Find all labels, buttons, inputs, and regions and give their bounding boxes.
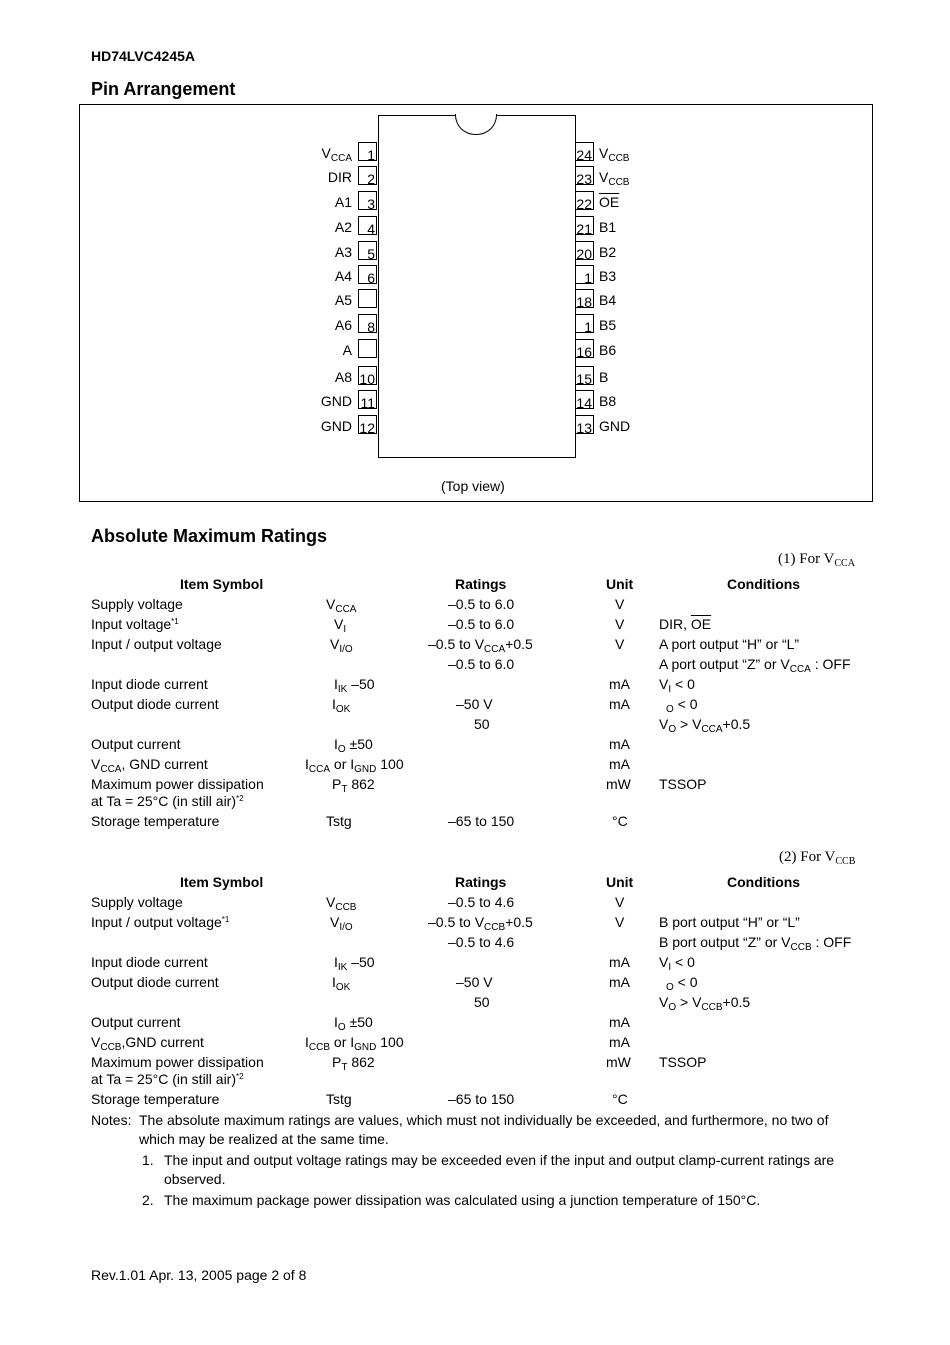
- pin-label-text: B4: [599, 292, 617, 308]
- unit: °C: [612, 813, 628, 829]
- item-2: at Ta = 25°C (in still air)$^{*2}$: [91, 1071, 244, 1087]
- pin-label-left: [292, 292, 352, 308]
- pin-label-right: [599, 169, 630, 188]
- unit: V: [615, 894, 625, 910]
- pin-label-right: [599, 145, 630, 164]
- part-number: HD74LVC4245A: [91, 48, 196, 64]
- pin-number-right: 21: [575, 216, 594, 235]
- note2-line1: The maximum package power dissipation was calculated using a junction temperature of 150°C.: [164, 1192, 761, 1208]
- pin-label-text: $\overline{OE}$: [599, 194, 620, 210]
- pin-label-text: A8: [334, 369, 352, 385]
- pin-label-subscript: CCA: [330, 153, 352, 164]
- unit: mA: [609, 696, 630, 712]
- condition-2: $V_O > V_{CCA}+0.5$: [659, 716, 751, 735]
- condition: $_O$ < 0: [666, 696, 698, 715]
- symbol: $I_{IK}$ –50: [334, 676, 375, 695]
- pin-number-left: 4: [358, 216, 377, 235]
- pin-label-left: [292, 169, 352, 185]
- item: Output diode current: [91, 696, 219, 712]
- rating-2: 50: [474, 716, 490, 732]
- note1-line2: observed.: [164, 1171, 226, 1187]
- pin-number-left: 3: [358, 191, 377, 210]
- symbol: $V_{I/O}$: [330, 636, 353, 655]
- pin-label-right: [599, 268, 616, 284]
- pin-label-text: B1: [599, 219, 617, 235]
- pin-label-left: [292, 342, 352, 358]
- pin-label-right: [599, 219, 616, 235]
- unit: mA: [609, 1014, 630, 1030]
- pin-label-text: A4: [334, 268, 352, 284]
- pin-number-left: [358, 289, 377, 308]
- pin-number-left: 8: [358, 314, 377, 333]
- pin-label-left: [292, 145, 352, 164]
- pin-number-right: 13: [575, 415, 594, 434]
- pin-label-right: [599, 418, 630, 434]
- col-header-unit-2: Unit: [606, 874, 634, 890]
- condition: TSSOP: [659, 776, 707, 792]
- pin-label-left: [292, 194, 352, 210]
- pin-number-left: 1: [358, 142, 377, 161]
- symbol: $I_O \pm 50$: [334, 1014, 373, 1033]
- item: Storage temperature: [91, 1091, 220, 1107]
- pin-label-text: B3: [599, 268, 617, 284]
- unit: mA: [609, 756, 630, 772]
- notes-intro-line2: which may be realized at the same time.: [139, 1131, 389, 1147]
- item: Input diode current: [91, 676, 208, 692]
- condition: TSSOP: [659, 1054, 707, 1070]
- item: Maximum power dissipation: [91, 1054, 264, 1070]
- note2-number: 2.: [142, 1192, 154, 1208]
- pin-number-left: 11: [358, 390, 377, 409]
- rating: –50 V: [456, 974, 493, 990]
- ic-package-body: [378, 115, 576, 458]
- pin-label-left: [292, 317, 352, 333]
- pin-label-text: A6: [334, 317, 352, 333]
- pin-number-right: 18: [575, 289, 594, 308]
- condition-2: B port output “Z” or $V_{CCB}$ : OFF: [659, 934, 852, 953]
- item: Maximum power dissipation: [91, 776, 264, 792]
- pin-label-text: B2: [599, 244, 617, 260]
- rating: –65 to 150: [448, 1091, 515, 1107]
- symbol: $V_{CCA}$: [326, 596, 357, 615]
- pin-number-left: [358, 339, 377, 358]
- item: Output diode current: [91, 974, 219, 990]
- pin-label-text: A5: [334, 292, 352, 308]
- condition: $V_I < 0$: [659, 676, 695, 695]
- pin-label-left: [292, 393, 352, 409]
- condition-2: A port output “Z” or $V_{CCA}$ : OFF: [659, 656, 851, 675]
- symbol: Tstg: [326, 813, 352, 829]
- col-header-conditions-2: Conditions: [727, 874, 801, 890]
- condition: B port output “H” or “L”: [659, 914, 800, 930]
- pin-label-text: A2: [334, 219, 352, 235]
- ratings-title: Absolute Maximum Ratings: [91, 526, 328, 546]
- item: Supply voltage: [91, 894, 183, 910]
- pin-label-right: [599, 393, 616, 409]
- pin-number-right: 1: [575, 314, 594, 333]
- item: Supply voltage: [91, 596, 183, 612]
- symbol: $I_{OK}$: [332, 696, 351, 715]
- pin-label-left: [292, 244, 352, 260]
- pin-label-text: A1: [334, 194, 352, 210]
- col-header-unit: Unit: [606, 576, 634, 592]
- pin-label-right: [599, 342, 616, 358]
- symbol: $V_I$: [334, 616, 347, 635]
- rating: –0.5 to $V_{CCA}+0.5$: [428, 636, 533, 655]
- unit: mA: [609, 974, 630, 990]
- unit: V: [615, 636, 625, 652]
- symbol: $V_{I/O}$: [330, 914, 353, 933]
- rating: –50 V: [456, 696, 493, 712]
- pin-number-left: 12: [358, 415, 377, 434]
- pin-label-right: [599, 292, 616, 308]
- rating-2: 50: [474, 994, 490, 1010]
- unit: mA: [609, 1034, 630, 1050]
- item: Input / output voltage$^{*1}$: [91, 914, 230, 930]
- pin-label-right: [599, 244, 616, 260]
- condition: A port output “H” or “L”: [659, 636, 800, 652]
- pin-label-text: B8: [599, 393, 617, 409]
- pin-label-text: GND: [599, 418, 631, 434]
- pin-label-right: [599, 194, 619, 210]
- pin-label-text: B6: [599, 342, 617, 358]
- pin-label-text: GND: [320, 418, 352, 434]
- symbol: $I_{IK}$ –50: [334, 954, 375, 973]
- item: Input voltage$^{*1}$: [91, 616, 179, 632]
- note1-number: 1.: [142, 1152, 154, 1168]
- pin-number-right: 15: [575, 366, 594, 385]
- pin-label-left: [292, 369, 352, 385]
- pin-arrangement-title: Pin Arrangement: [91, 79, 236, 99]
- symbol: $I_{OK}$: [332, 974, 351, 993]
- symbol: $P_T$ 862: [332, 1054, 375, 1073]
- notes-label: Notes:: [91, 1112, 132, 1128]
- pin-label-left: [292, 268, 352, 284]
- note1-line1: The input and output voltage ratings may be exceeded even if the input and output clamp-current ratings are: [164, 1152, 835, 1168]
- pin-number-left: 5: [358, 241, 377, 260]
- footer-revision: Rev.1.01 Apr. 13, 2005 page 2 of 8: [91, 1267, 307, 1283]
- symbol: $I_{CCA}$ or $I_{GND}$ 100: [305, 756, 404, 775]
- col-header-ratings-2: Ratings: [455, 874, 507, 890]
- notes-intro-line1: The absolute maximum ratings are values, which must not individually be exceeded, and furthermore, no two of: [139, 1112, 829, 1128]
- symbol: Tstg: [326, 1091, 352, 1107]
- rating-2: –0.5 to 4.6: [448, 934, 515, 950]
- pin-number-right: 22: [575, 191, 594, 210]
- col-header-conditions: Conditions: [727, 576, 801, 592]
- pin-label-text: B: [599, 369, 609, 385]
- pin-number-right: 14: [575, 390, 594, 409]
- pin-number-right: 1: [575, 265, 594, 284]
- pin-number-left: 2: [358, 166, 377, 185]
- pin-label-text: GND: [320, 393, 352, 409]
- item: $V_{CCB},GND$ current: [91, 1034, 204, 1053]
- unit: V: [615, 616, 625, 632]
- top-view-caption: (Top view): [441, 478, 505, 494]
- rating: –0.5 to 4.6: [448, 894, 515, 910]
- pin-label-text: B5: [599, 317, 617, 333]
- pin-number-right: 16: [575, 339, 594, 358]
- pin-label-left: [292, 219, 352, 235]
- unit: mW: [606, 1054, 631, 1070]
- pin-label-subscript: CCB: [608, 177, 630, 188]
- col-header-item-2: Item Symbol: [180, 874, 264, 890]
- pin-label-left: [292, 418, 352, 434]
- col-header-item: Item Symbol: [180, 576, 264, 592]
- rating: –0.5 to 6.0: [448, 596, 515, 612]
- table1-caption: (1) For $V_{CCA}$: [778, 551, 855, 569]
- rating: –0.5 to 6.0: [448, 616, 515, 632]
- item: $V_{CCA}$, GND current: [91, 756, 208, 775]
- condition: DIR, $\overline{OE}$: [659, 616, 712, 632]
- pin-number-left: 6: [358, 265, 377, 284]
- item: Output current: [91, 1014, 181, 1030]
- pin-number-right: 20: [575, 241, 594, 260]
- table2-caption: (2) For $V_{CCB}$: [779, 849, 856, 867]
- condition: $V_I < 0$: [659, 954, 695, 973]
- rating-2: –0.5 to 6.0: [448, 656, 515, 672]
- pin-number-left: 10: [358, 366, 377, 385]
- symbol: $P_T$ 862: [332, 776, 375, 795]
- condition-2: $V_O > V_{CCB}+0.5$: [659, 994, 751, 1013]
- col-header-ratings: Ratings: [455, 576, 507, 592]
- unit: mW: [606, 776, 631, 792]
- symbol: $I_O \pm 50$: [334, 736, 373, 755]
- pin-label-text: A: [342, 342, 352, 358]
- condition: $_O$ < 0: [666, 974, 698, 993]
- pin-label-right: [599, 317, 616, 333]
- symbol: $V_{CCB}$: [326, 894, 357, 913]
- item: Storage temperature: [91, 813, 220, 829]
- symbol: $I_{CCB}$ or $I_{GND}$ 100: [305, 1034, 404, 1053]
- pin-label-subscript: CCB: [608, 153, 630, 164]
- item: Output current: [91, 736, 181, 752]
- pin-label-text: V: [599, 145, 609, 161]
- unit: V: [615, 914, 625, 930]
- unit: mA: [609, 736, 630, 752]
- rating: –0.5 to $V_{CCB}+0.5$: [428, 914, 533, 933]
- pin-label-right: [599, 369, 608, 385]
- item: Input diode current: [91, 954, 208, 970]
- pin-number-right: 24: [575, 142, 594, 161]
- unit: °C: [612, 1091, 628, 1107]
- item: Input / output voltage: [91, 636, 222, 652]
- pin-label-text: A3: [334, 244, 352, 260]
- pin-label-text: V: [321, 145, 331, 161]
- pin-label-text: DIR: [327, 169, 352, 185]
- item-2: at Ta = 25°C (in still air)$^{*2}$: [91, 793, 244, 809]
- unit: mA: [609, 954, 630, 970]
- unit: mA: [609, 676, 630, 692]
- rating: –65 to 150: [448, 813, 515, 829]
- pin-number-right: 23: [575, 166, 594, 185]
- unit: V: [615, 596, 625, 612]
- pin-label-text: V: [599, 169, 609, 185]
